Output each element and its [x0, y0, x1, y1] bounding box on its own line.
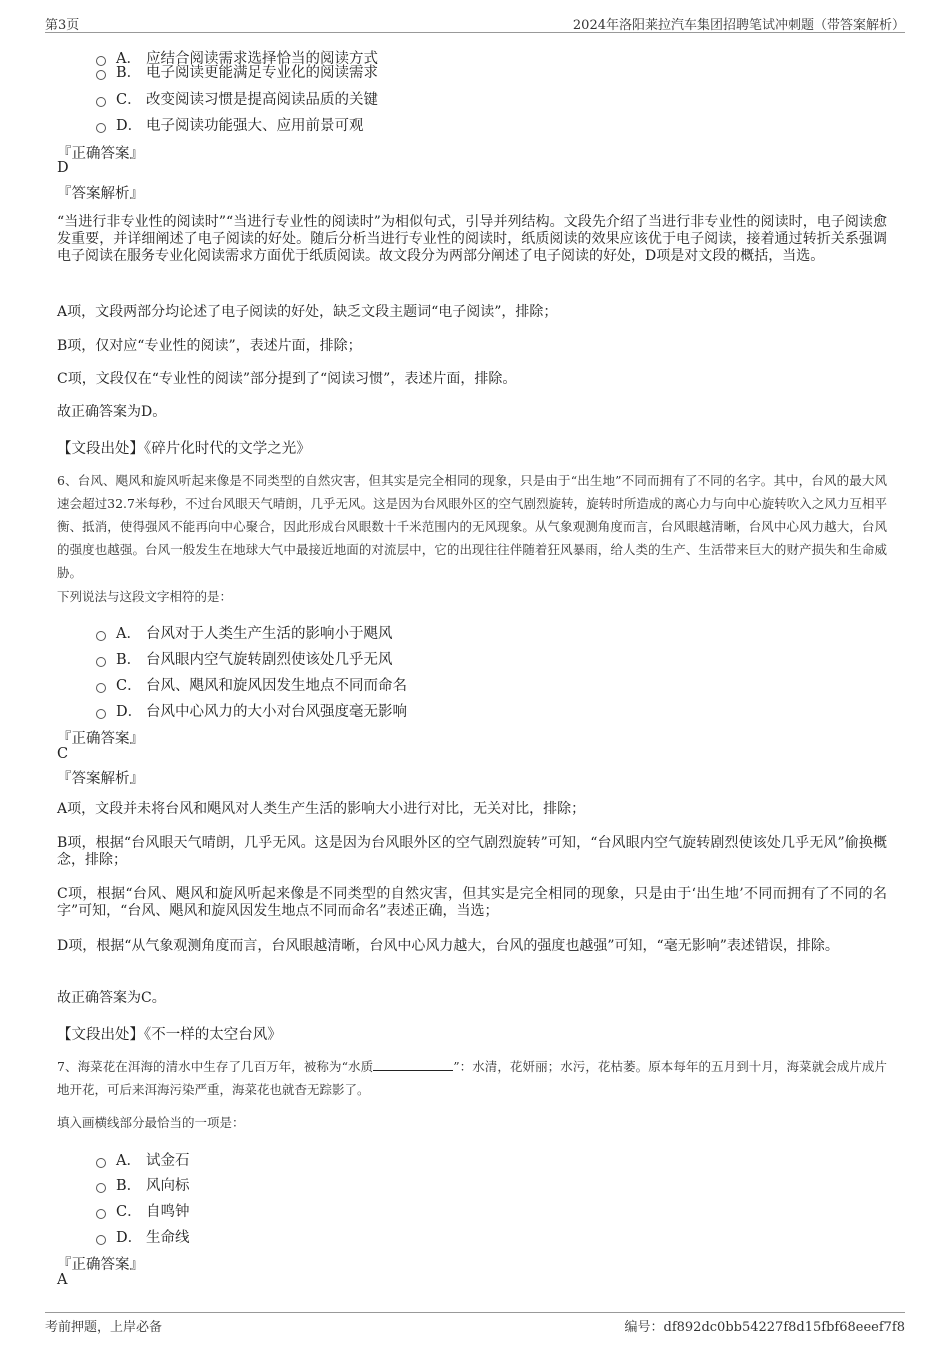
radio-icon[interactable]: [96, 1183, 106, 1193]
q7-answer: A: [57, 1272, 68, 1288]
radio-icon[interactable]: [96, 123, 106, 133]
q5-analysis-b: B项，仅对应“专业性的阅读”，表述片面，排除；: [57, 338, 362, 354]
q7-option-b[interactable]: B． 风向标: [96, 1174, 190, 1195]
q6-analysis-label: 『答案解析』: [57, 771, 144, 787]
q7-ask: 填入画横线部分最恰当的一项是：: [57, 1115, 245, 1130]
fill-blank: [373, 1058, 453, 1071]
q7-option-a[interactable]: A． 试金石: [96, 1149, 190, 1170]
q6-conclusion: 故正确答案为C。: [57, 990, 166, 1006]
radio-icon[interactable]: [96, 709, 106, 719]
q6-option-d[interactable]: D． 台风中心风力的大小对台风强度毫无影响: [96, 700, 407, 721]
q5-answer: D: [57, 160, 69, 176]
radio-icon[interactable]: [96, 683, 106, 693]
q5-option-b[interactable]: B． 电子阅读更能满足专业化的阅读需求: [96, 61, 378, 82]
q6-option-a[interactable]: A． 台风对于人类生产生活的影响小于飓风: [96, 622, 393, 643]
q5-option-a[interactable]: A． 应结合阅读需求选择恰当的阅读方式: [96, 47, 378, 68]
q7-option-c[interactable]: C． 自鸣钟: [96, 1200, 190, 1221]
q7-option-d[interactable]: D． 生命线: [96, 1226, 190, 1247]
q6-ask: 下列说法与这段文字相符的是：: [57, 589, 233, 604]
q5-analysis-a: A项，文段两部分均论述了电子阅读的好处，缺乏文段主题词“电子阅读”，排除；: [57, 304, 558, 320]
q5-analysis-main: “当进行非专业性的阅读时”“当进行专业性的阅读时”为相似句式，引导并列结构。文段先介绍了当进行非专业性的阅读时，电子阅读愈发重要，并详细阐述了电子阅读的好处。随后分析当进行专业性的阅读时，纸质阅读的效果应该优于电子阅读，接着通过转折关系强调电子阅读在服务专业化阅读需求方面优于纸质阅读。故文段分为两部分阐述了电子阅读的好处，D项是对文段的概括，当选。: [57, 214, 887, 264]
doc-title: 2024年洛阳莱拉汽车集团招聘笔试冲刺题（带答案解析）: [572, 18, 905, 33]
radio-icon[interactable]: [96, 97, 106, 107]
footer-slogan: 考前押题，上岸必备: [45, 1320, 163, 1335]
q6-source: 【文段出处】《不一样的太空台风》: [57, 1027, 282, 1043]
q5-analysis-c: C项，文段仅在“专业性的阅读”部分提到了“阅读习惯”，表述片面，排除。: [57, 371, 517, 387]
q5-conclusion: 故正确答案为D。: [57, 404, 167, 420]
q6-option-b[interactable]: B． 台风眼内空气旋转剧烈使该处几乎无风: [96, 648, 393, 669]
radio-icon[interactable]: [96, 1158, 106, 1168]
q5-answer-label: 『正确答案』: [57, 146, 144, 162]
q6-analysis-b: B项，根据“台风眼天气晴朗，几乎无风。这是因为台风眼外区的空气剧烈旋转”可知，“台风眼内空气旋转剧烈使该处几乎无风”偷换概念，排除；: [57, 835, 887, 868]
radio-icon[interactable]: [96, 1209, 106, 1219]
q5-option-c[interactable]: C． 改变阅读习惯是提高阅读品质的关键: [96, 88, 378, 109]
footer-code: 编号：df892dc0bb54227f8d15fbf68eeef7f8: [624, 1320, 905, 1335]
radio-icon[interactable]: [96, 631, 106, 641]
page-number: 第3页: [45, 18, 80, 33]
q6-text: 6、台风、飓风和旋风听起来像是不同类型的自然灾害，但其实是完全相同的现象，只是由于“出生地”不同而拥有了不同的名字。其中，台风的最大风速会超过32.7米每秒，不过台风眼天气晴朗，几乎无风。这是因为台风眼外区的空气剧烈旋转，旋转时所造成的离心力与向中心旋转吹入之风力互相平衡、抵消，使得强风不能再向中心聚合，因此形成台风眼数十千米范围内的无风现象。从气象观测角度而言，台风眼越清晰，台风中心风力越大，台风的强度也越强。台风一般发生在地球大气中最接近地面的对流层中，它的出现往往伴随着狂风暴雨，给人类的生产、生活带来巨大的财产损失和生命威胁。: [57, 473, 887, 580]
q5-analysis-label: 『答案解析』: [57, 186, 144, 202]
q6-analysis-c: C项，根据“台风、飓风和旋风听起来像是不同类型的自然灾害，但其实是完全相同的现象，只是由于‘出生地’不同而拥有了不同的名字”可知，“台风、飓风和旋风因发生地点不同而命名”表述正确，当选；: [57, 886, 887, 919]
radio-icon[interactable]: [96, 1235, 106, 1245]
q6-answer-label: 『正确答案』: [57, 731, 144, 747]
radio-icon[interactable]: [96, 657, 106, 667]
page-header: [45, 14, 905, 33]
q7-text: 7、海菜花在洱海的清水中生存了几百万年，被称为“水质 ”：水清，花妍丽；水污，花枯萎。原本每年的五月到十月，海菜就会成片成片地开花，可后来洱海污染严重，海菜花也就杳无踪影了。: [57, 1059, 887, 1097]
q6-option-c[interactable]: C． 台风、飓风和旋风因发生地点不同而命名: [96, 674, 407, 695]
q6-answer: C: [57, 746, 69, 762]
radio-icon[interactable]: [96, 70, 106, 80]
q6-analysis-a: A项，文段并未将台风和飓风对人类生产生活的影响大小进行对比，无关对比，排除；: [57, 801, 586, 817]
q5-option-d[interactable]: D． 电子阅读功能强大、应用前景可观: [96, 114, 364, 135]
q7-answer-label: 『正确答案』: [57, 1257, 144, 1273]
q5-source: 【文段出处】《碎片化时代的文学之光》: [57, 441, 311, 457]
q6-analysis-d: D项，根据“从气象观测角度而言，台风眼越清晰，台风中心风力越大，台风的强度也越强”可知，“毫无影响”表述错误，排除。: [57, 938, 839, 954]
page-footer: [45, 1312, 905, 1335]
